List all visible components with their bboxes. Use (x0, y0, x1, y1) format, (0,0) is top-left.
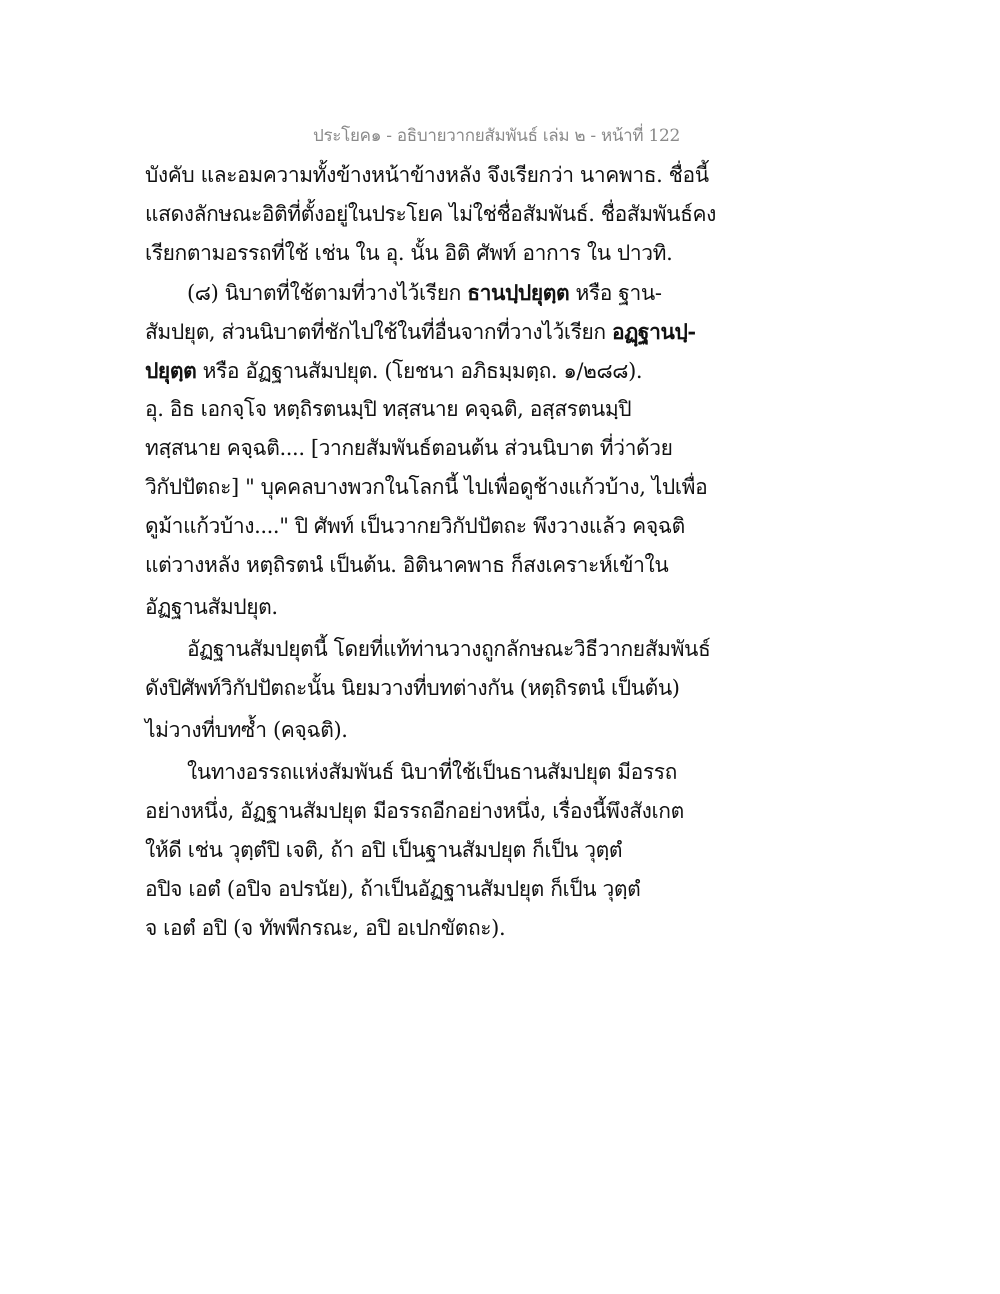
text-line: อัฏฐานสัมปยุตนี้ โดยที่แท้ท่านวางถูกลักษณะวิธีวากยสัมพันธ์ (187, 637, 711, 661)
running-header: ประโยค๑ - อธิบายวากยสัมพันธ์ เล่ม ๒ - หน้าที่ 122 (312, 126, 680, 146)
text-line: ทสฺสนาย คจฺฉติ.... [วากยสัมพันธ์ตอนต้น ส่วนนิบาต ที่ว่าด้วย (145, 436, 673, 460)
text-line (145, 351, 705, 390)
text-line: บังคับ และอมความทั้งข้างหน้าข้างหลัง จึงเรียกว่า นาคพาธ. ชื่อนี้ (145, 163, 709, 187)
text-run: หรือ ฐาน- (569, 281, 662, 305)
text-line: เรียกตามอรรถที่ใช้ เช่น ใน อุ. นั้น อิติ ศัพท์ อาการ ใน ปาวทิ. (145, 241, 673, 265)
text-line: ในทางอรรถแห่งสัมพันธ์ นิบาที่ใช้เป็นธานสัมปยุต มีอรรถ (187, 760, 677, 784)
text-line: ดูม้าแก้วบ้าง...." ปิ ศัพท์ เป็นวากยวิกัปปัตถะ พึงวางแล้ว คจฺฉติ (145, 514, 685, 538)
text-line: อย่างหนึ่ง, อัฏฐานสัมปยุต มีอรรถอีกอย่างหนึ่ง, เรื่องนี้พึงสังเกต (145, 799, 684, 823)
text-line (145, 312, 705, 351)
text-run: (๘) นิบาตที่ใช้ตามที่วางไว้เรียก (187, 281, 468, 305)
text-line: ดังปิศัพท์วิกัปปัตถะนั้น นิยมวางที่บทต่างกัน (หตฺถิรตนํ เป็นต้น) (145, 676, 680, 700)
text-line: ไม่วางที่บทซ้ำ (คจฺฉติ). (145, 718, 348, 742)
text-line (145, 273, 705, 312)
bold-term: ธานปฺปยุตฺต (467, 280, 570, 305)
text-line: แสดงลักษณะอิติที่ตั้งอยู่ในประโยค ไม่ใช่ชื่อสัมพันธ์. ชื่อสัมพันธ์คง (145, 202, 716, 226)
text-run: หรือ อัฏฐานสัมปยุต. (โยชนา อภิธมฺมตฺถ. ๑/๒๘๘). (196, 359, 643, 383)
text-line: วิกัปปัตถะ] " บุคคลบางพวกในโลกนี้ ไปเพื่อดูช้างแก้วบ้าง, ไปเพื่อ (145, 475, 708, 499)
text-line: จ เอตํ อปิ (จ ทัพพีกรณะ, อปิ อเปกขัตถะ). (145, 916, 506, 940)
bold-term: ปยุตฺต (145, 358, 197, 383)
text-line: ให้ดี เช่น วุตฺตํปิ เจติ, ถ้า อปิ เป็นฐานสัมปยุต ก็เป็น วุตฺตํ (145, 838, 623, 862)
text-line: อปิจ เอตํ (อปิจ อปรนัย), ถ้าเป็นอัฏฐานสัมปยุต ก็เป็น วุตฺตํ (145, 877, 641, 901)
text-line: อุ. อิธ เอกจฺโจ หตฺถิรตนมฺปิ ทสฺสนาย คจฺฉติ, อสฺสรตนมฺปิ (145, 397, 632, 421)
bold-term: อฏฺฐานปฺ- (612, 319, 696, 344)
text-line: อัฏฐานสัมปยุต. (145, 595, 278, 619)
body-text (145, 156, 716, 948)
text-line: แต่วางหลัง หตฺถิรตนํ เป็นต้น. อิตินาคพาธ ก็สงเคราะห์เข้าใน (145, 553, 669, 577)
text-run: สัมปยุต, ส่วนนิบาตที่ชักไปใช้ในที่อื่นจากที่วางไว้เรียก (145, 320, 612, 344)
